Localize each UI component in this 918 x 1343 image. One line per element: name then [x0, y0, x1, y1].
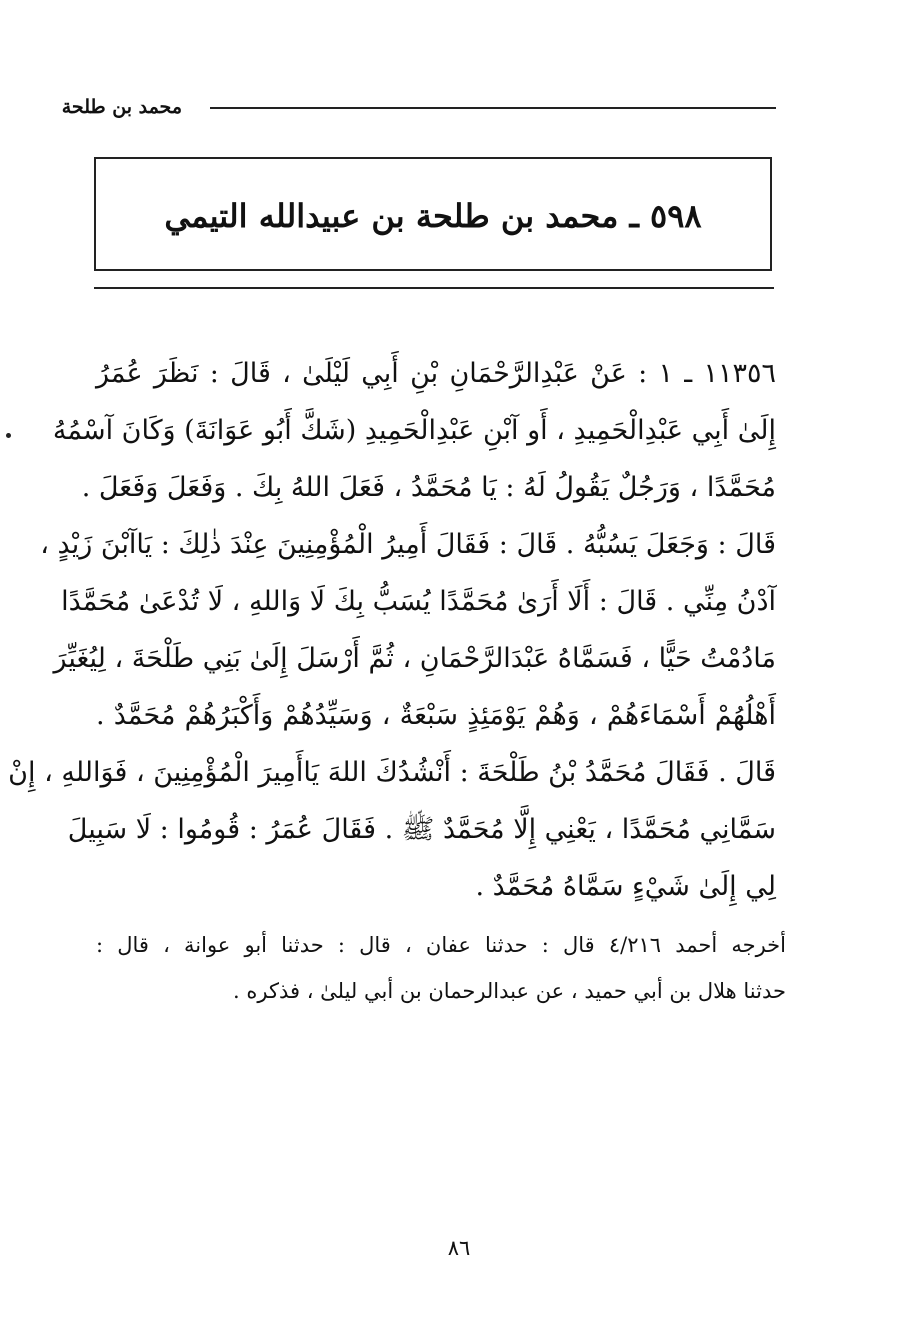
hadith-line: ١١٣٥٦ ـ ١ : عَنْ عَبْدِالرَّحْمَانِ بْنِ أَبِي لَيْلَىٰ ، قَالَ : نَظَرَ عُمَرُ	[96, 358, 776, 389]
hadith-line: أَهْلُهُمْ أَسْمَاءَهُمْ ، وَهُمْ يَوْمَئِذٍ سَبْعَةٌ ، وَسَيِّدُهُمْ وَأَكْبَرُهُمْ مُحَمَّدٌ .	[96, 700, 776, 731]
hadith-line: لِي إِلَىٰ شَيْءٍ سَمَّاهُ مُحَمَّدٌ .	[475, 871, 776, 902]
hadith-line: مَادُمْتُ حَيًّا ، فَسَمَّاهُ عَبْدَالرَّحْمَانِ ، ثُمَّ أَرْسَلَ إِلَىٰ بَنِي طَلْحَةَ ، لِيُغَيِّرَ	[53, 643, 776, 674]
hadith-line: سَمَّانِي مُحَمَّدًا ، يَعْنِي إِلَّا مُحَمَّدٌ ﷺ . فَقَالَ عُمَرُ : قُومُوا : لَا سَبِيلَ	[67, 814, 776, 845]
note-line: حدثنا هلال بن أبي حميد ، عن عبدالرحمان بن أبي ليلىٰ ، فذكره .	[233, 979, 786, 1003]
running-header-title: محمد بن طلحة	[61, 96, 182, 118]
hadith-text	[8, 345, 776, 915]
hadith-line: آدْنُ مِنِّي . قَالَ : أَلَا أَرَىٰ مُحَمَّدًا يُسَبُّ بِكَ لَا وَاللهِ ، لَا تُدْعَىٰ مُحَمَّدًا	[61, 586, 776, 617]
hadith-line: مُحَمَّدًا ، وَرَجُلٌ يَقُولُ لَهُ : يَا مُحَمَّدُ ، فَعَلَ اللهُ بِكَ . وَفَعَلَ وَفَعَلَ .	[81, 472, 776, 503]
chapter-title-box	[94, 157, 772, 271]
running-header	[61, 96, 776, 122]
note-line: أخرجه أحمد ٤/٢١٦ قال : حدثنا عفان ، قال : حدثنا أبو عوانة ، قال :	[96, 933, 786, 957]
takhrij-note	[96, 922, 786, 1014]
margin-mark	[6, 433, 11, 438]
title-divider	[94, 287, 774, 289]
running-header-rule	[210, 107, 776, 109]
hadith-line: إِلَىٰ أَبِي عَبْدِالْحَمِيدِ ، أَو آبْنِ عَبْدِالْحَمِيدِ (شَكَّ أَبُو عَوَانَةَ) وَكَانَ آسْمُهُ	[52, 415, 776, 446]
hadith-line: قَالَ : وَجَعَلَ يَسُبُّهُ . قَالَ : فَقَالَ أَمِيرُ الْمُؤْمِنِينَ عِنْدَ ذٰلِكَ : يَاآبْنَ زَيْدٍ ،	[40, 529, 776, 560]
page-number: ٨٦	[447, 1236, 471, 1260]
hadith-line: قَالَ . فَقَالَ مُحَمَّدُ بْنُ طَلْحَةَ : أَنْشُدُكَ اللهَ يَاأَمِيرَ الْمُؤْمِنِينَ ، فَوَاللهِ ، إِنْ	[8, 757, 776, 788]
chapter-title: ٥٩٨ ـ محمد بن طلحة بن عبيدالله التيمي	[164, 197, 702, 235]
